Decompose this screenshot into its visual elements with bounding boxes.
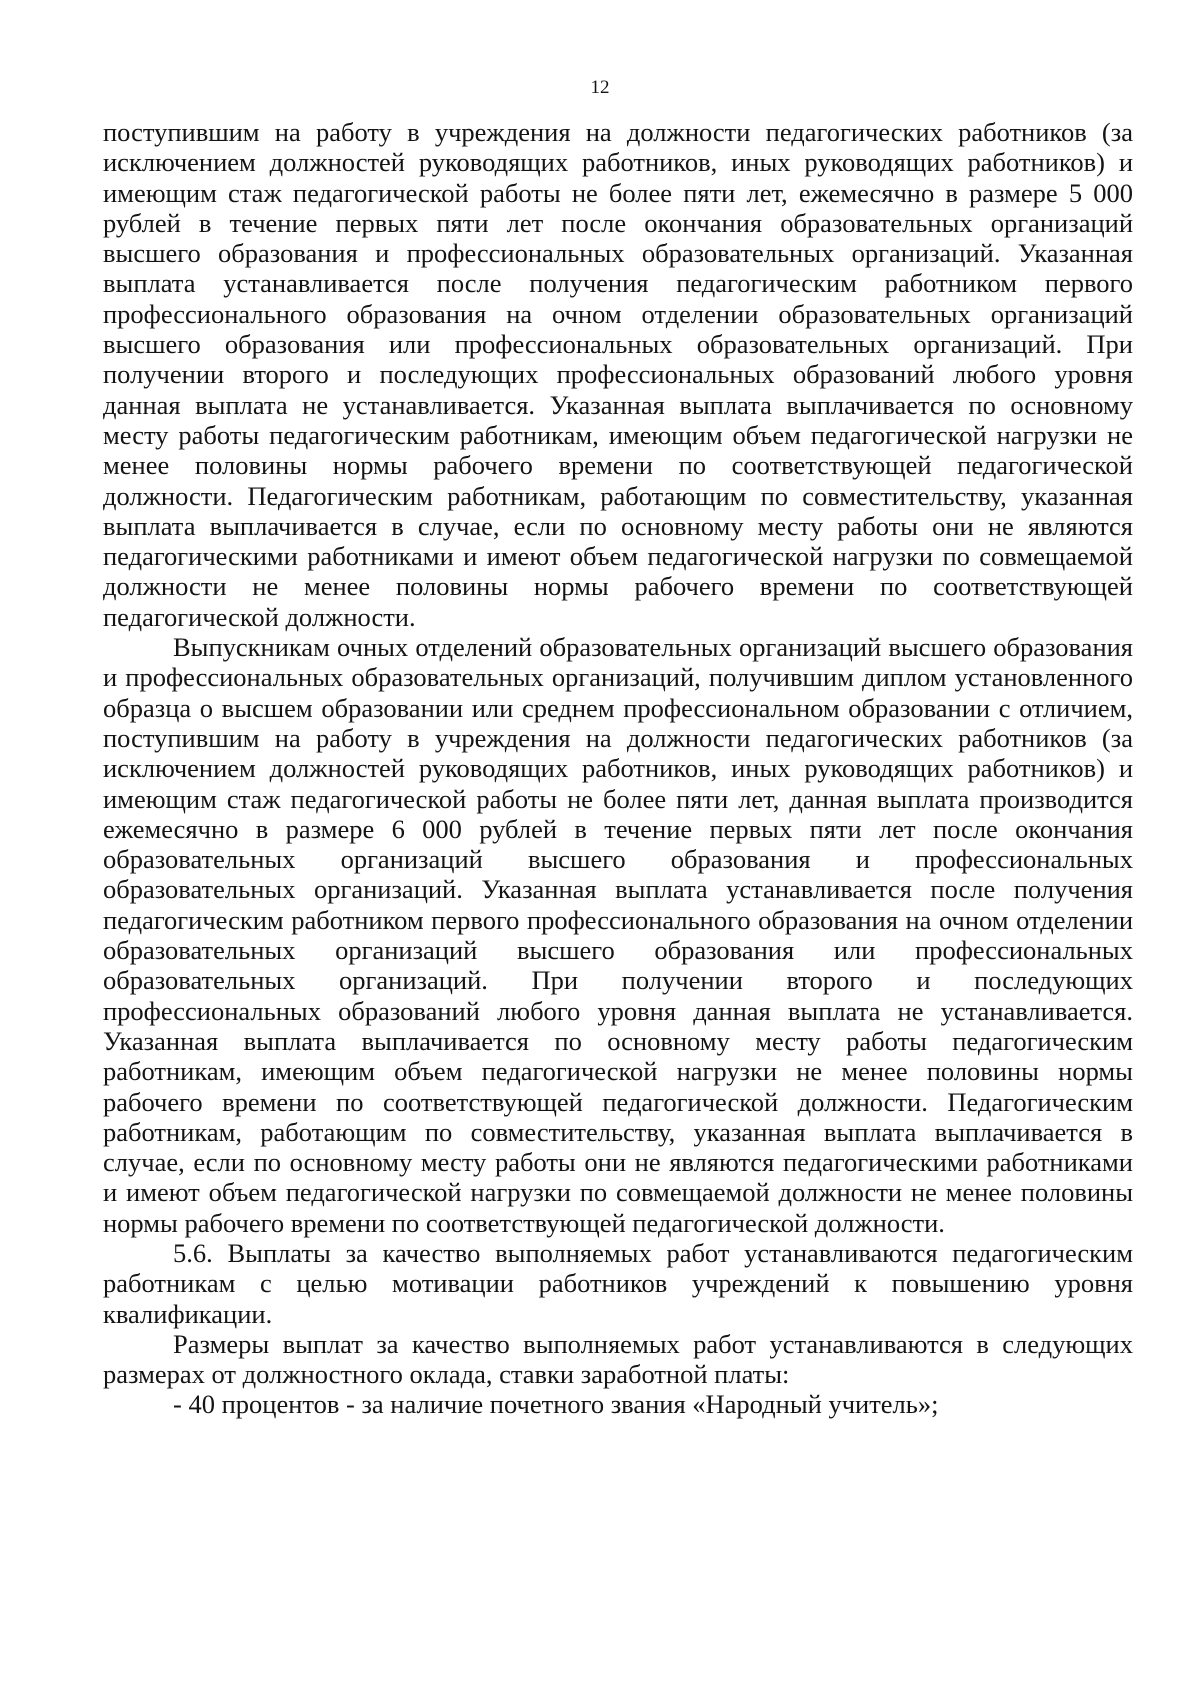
page-number: 12	[590, 77, 610, 98]
paragraph-graduates-with-honors: Выпускникам очных отделений образовательных организаций высшего образования и профессиональных образовательных организаций, получившим диплом установленного образца о высшем образовании или среднем профессиональном образовании с отличием, поступившим на работу в учреждения на должности педагогических работников (за исключением должностей руководящих работников, иных руководящих работников) и имеющим стаж педагогической работы не более пяти лет, данная выплата производится ежемесячно в размере 6 000 рублей в течение первых пяти лет после окончания образовательных организаций высшего образования и профессиональных образовательных организаций. Указанная выплата устанавливается после получения педагогическим работником первого профессионального образования на очном отделении образовательных организаций высшего образования или профессиональных образовательных организаций. При получении второго и последующих профессиональных образований любого уровня данная выплата не устанавливается. Указанная выплата выплачивается по основному месту работы педагогическим работникам, имеющим объем педагогической нагрузки не менее половины нормы рабочего времени по соответствующей педагогической должности. Педагогическим работникам, работающим по совместительству, указанная выплата выплачивается в случае, если по основному месту работы они не являются педагогическими работниками и имеют объем педагогической нагрузки по совмещаемой должности не менее половины нормы рабочего времени по соответствующей педагогической должности.	[103, 632, 1133, 1238]
list-item-40-percent: - 40 процентов - за наличие почетного звания «Народный учитель»;	[173, 1389, 939, 1420]
paragraph-clause-5-6: 5.6. Выплаты за качество выполняемых работ устанавливаются педагогическим работникам с целью мотивации работников учреждений к повышению уровня квалификации.	[103, 1237, 1133, 1329]
paragraph-continuation: поступившим на работу в учреждения на должности педагогических работников (за исключением должностей руководящих работников, иных руководящих работников) и имеющим стаж педагогической работы не более пяти лет, ежемесячно в размере 5 000 рублей в течение первых пяти лет после окончания образовательных организаций высшего образования и профессиональных образовательных организаций. Указанная выплата устанавливается после получения педагогическим работником первого профессионального образования на очном отделении образовательных организаций высшего образования или профессиональных образовательных организаций. При получении второго и последующих профессиональных образований любого уровня данная выплата не устанавливается. Указанная выплата выплачивается по основному месту работы педагогическим работникам, имеющим объем педагогической нагрузки не менее половины нормы рабочего времени по соответствующей педагогической должности. Педагогическим работникам, работающим по совместительству, указанная выплата выплачивается в случае, если по основному месту работы они не являются педагогическими работниками и имеют объем педагогической нагрузки по совмещаемой должности не менее половины нормы рабочего времени по соответствующей педагогической должности.	[103, 117, 1133, 632]
document-body	[103, 117, 1133, 1420]
paragraph-payment-sizes: Размеры выплат за качество выполняемых работ устанавливаются в следующих размерах от должностного оклада, ставки заработной платы:	[103, 1328, 1133, 1390]
